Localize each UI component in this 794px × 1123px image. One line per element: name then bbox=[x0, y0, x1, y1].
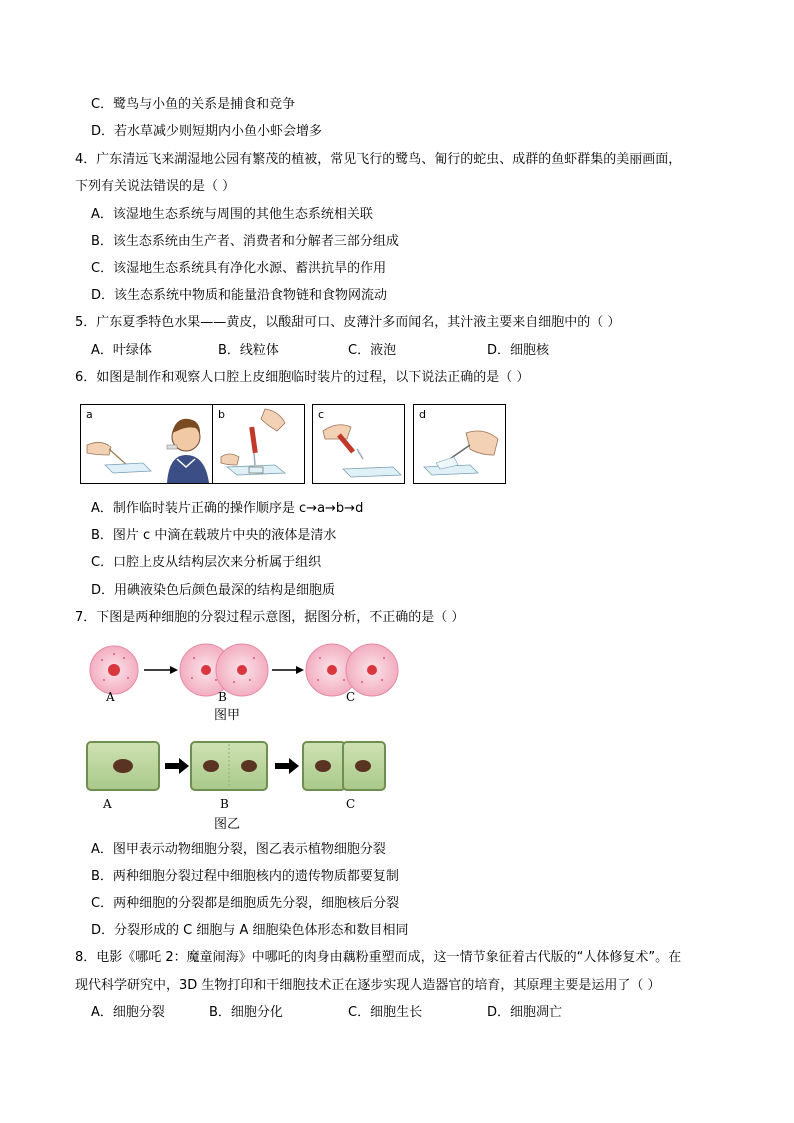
q6-option-b: B．图片 c 中滴在载玻片中央的液体是清水 bbox=[91, 528, 337, 543]
q6-panel-a bbox=[80, 404, 230, 484]
q6-panel-c bbox=[312, 404, 405, 484]
fig-jia-label-c: C bbox=[346, 690, 356, 704]
fig-yi-label-c: C bbox=[346, 797, 356, 811]
q6-panel-b-label: b bbox=[218, 408, 225, 421]
q7-stem: 7．下图是两种细胞的分裂过程示意图，据图分析，不正确的是（ ） bbox=[75, 610, 465, 625]
q5-option-d: D．细胞核 bbox=[487, 343, 550, 358]
fig-jia-caption: 图甲 bbox=[214, 708, 241, 723]
q4-stem-line1: 4．广东清远飞来湖湿地公园有繁茂的植被，常见飞行的鹭鸟、匍行的蛇虫、成群的鱼虾群集的美丽画面， bbox=[75, 152, 682, 167]
q6-option-c: C．口腔上皮从结构层次来分析属于组织 bbox=[91, 555, 322, 570]
swab-illustration bbox=[81, 405, 230, 484]
q6-panel-d-label: d bbox=[419, 408, 426, 421]
q7-option-a: A．图甲表示动物细胞分裂，图乙表示植物细胞分裂 bbox=[91, 842, 386, 857]
fig-jia-label-b: B bbox=[218, 690, 227, 704]
q8-option-a: A．细胞分裂 bbox=[91, 1005, 165, 1020]
q5-option-a: A．叶绿体 bbox=[91, 343, 152, 358]
q4-option-a: A．该湿地生态系统与周围的其他生态系统相关联 bbox=[91, 207, 373, 222]
q8-stem-line2: 现代科学研究中，3D 生物打印和干细胞技术正在逐步实现人造器官的培育，其原理主要是运用了（ ） bbox=[75, 978, 661, 993]
q6-panel-c-label: c bbox=[318, 408, 325, 421]
dropper-illustration bbox=[313, 405, 405, 484]
fig-jia-label-a: A bbox=[106, 690, 115, 704]
q6-panel-d bbox=[413, 404, 506, 484]
q6-option-d: D．用碘液染色后颜色最深的结构是细胞质 bbox=[91, 583, 336, 598]
plant-cell-division-diagram bbox=[85, 738, 390, 794]
q8-option-d: D．细胞凋亡 bbox=[487, 1005, 563, 1020]
q8-option-c: C．细胞生长 bbox=[348, 1005, 423, 1020]
q3-option-d: D．若水草减少则短期内小鱼小虾会增多 bbox=[91, 124, 323, 139]
q4-option-b: B．该生态系统由生产者、消费者和分解者三部分组成 bbox=[91, 234, 399, 249]
q7-option-c: C．两种细胞的分裂都是细胞质先分裂，细胞核后分裂 bbox=[91, 896, 400, 911]
q7-option-d: D．分裂形成的 C 细胞与 A 细胞染色体形态和数目相同 bbox=[91, 923, 409, 938]
q8-option-b: B．细胞分化 bbox=[209, 1005, 283, 1020]
q4-option-c: C．该湿地生态系统具有净化水源、蓄洪抗旱的作用 bbox=[91, 261, 387, 276]
q3-option-c: C．鹭鸟与小鱼的关系是捕食和竞争 bbox=[91, 97, 296, 112]
q6-panel-a-label: a bbox=[86, 408, 93, 421]
q5-option-c: C．液泡 bbox=[348, 343, 397, 358]
q4-option-d: D．该生态系统中物质和能量沿食物链和食物网流动 bbox=[91, 288, 388, 303]
coverslip-illustration bbox=[414, 405, 506, 484]
animal-cell-division-diagram bbox=[88, 640, 408, 702]
q6-option-a: A．制作临时装片正确的操作顺序是 c→a→b→d bbox=[91, 501, 364, 516]
fig-yi-label-a: A bbox=[103, 797, 112, 811]
q5-option-b: B．线粒体 bbox=[218, 343, 279, 358]
q4-stem-line2: 下列有关说法错误的是（ ） bbox=[75, 179, 236, 194]
q7-option-b: B．两种细胞分裂过程中细胞核内的遗传物质都要复制 bbox=[91, 869, 399, 884]
q6-panel-b bbox=[212, 404, 305, 484]
q8-stem-line1: 8．电影《哪吒 2：魔童闹海》中哪吒的肉身由藕粉重塑而成，这一情节象征着古代版的“人体修复术”。在 bbox=[75, 950, 682, 965]
q5-stem: 5．广东夏季特色水果——黄皮，以酸甜可口、皮薄汁多而闻名，其汁液主要来自细胞中的（ ） bbox=[75, 315, 621, 330]
fig-yi-label-b: B bbox=[220, 797, 229, 811]
fig-yi-caption: 图乙 bbox=[214, 817, 241, 832]
dropper-stain-illustration bbox=[213, 405, 305, 484]
q6-stem: 6．如图是制作和观察人口腔上皮细胞临时装片的过程，以下说法正确的是（ ） bbox=[75, 370, 530, 385]
